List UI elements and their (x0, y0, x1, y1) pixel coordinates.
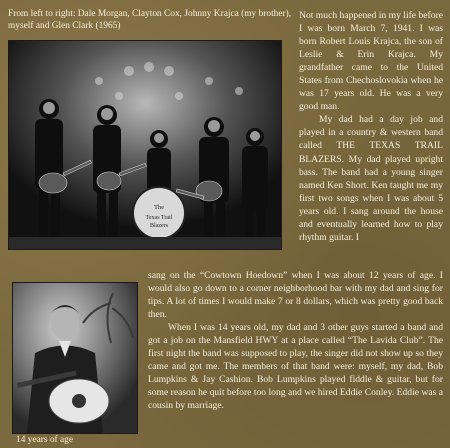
story-paragraph: Not much happened in my life before I was born March 7, 1941. I was born Robert Louis Krajca, the son of Leslie & Erin Krajca. My grandfather came to the United States from Chechoslovokia when he was 17 years old. He was a very good man. (299, 10, 443, 113)
photo-caption-portrait: 14 years of age (16, 435, 74, 445)
story-wide-column (148, 269, 443, 413)
svg-text:Texas Trail: Texas Trail (145, 215, 173, 221)
svg-text:Blazers: Blazers (150, 223, 168, 229)
band-photo-image (9, 41, 281, 249)
photo-caption-band: From left to right: Dale Morgan, Clayton Cox, Johnny Krajca (my brother), myself and Glen Clark (1965) (8, 9, 292, 31)
story-paragraph: When I was 14 years old, my dad and 3 other guys started a band and got a job on the Mansfield HWY at a place called “The Lavida Club”. The first night the band was supposed to play, the singer did not show up so they came and got me. The members of that band were: myself, my dad, Bob Lumpkins & Jay Cashion. Bob Lumpkins played fiddle & guitar, but for some reason he quit before too long and we hired Eddie Conley. Eddie was a cousin by marriage. (148, 322, 443, 412)
band-photo (8, 40, 282, 250)
drum-head-text: The (153, 204, 165, 211)
story-paragraph: sang on the “Cowtown Hoedown” when I was about 12 years of age. I would also go down to a corner neighborhood bar with my dad and sing for tips. A lot of times I would make 7 or 8 dollars, which was pretty good back then. (148, 270, 443, 321)
story-paragraph: My dad had a day job and played in a country & western band called THE TEXAS TRAIL BLAZERS. My dad played upright bass. The band had a young singer named Ken Short. Ken taught me my first two songs when I was about 5 years old. I sang around the house and eventually learned how to play rhythm guitar. I (299, 114, 443, 243)
portrait-photo-image (13, 283, 137, 433)
portrait-photo (12, 282, 138, 434)
story-right-column (299, 9, 443, 244)
